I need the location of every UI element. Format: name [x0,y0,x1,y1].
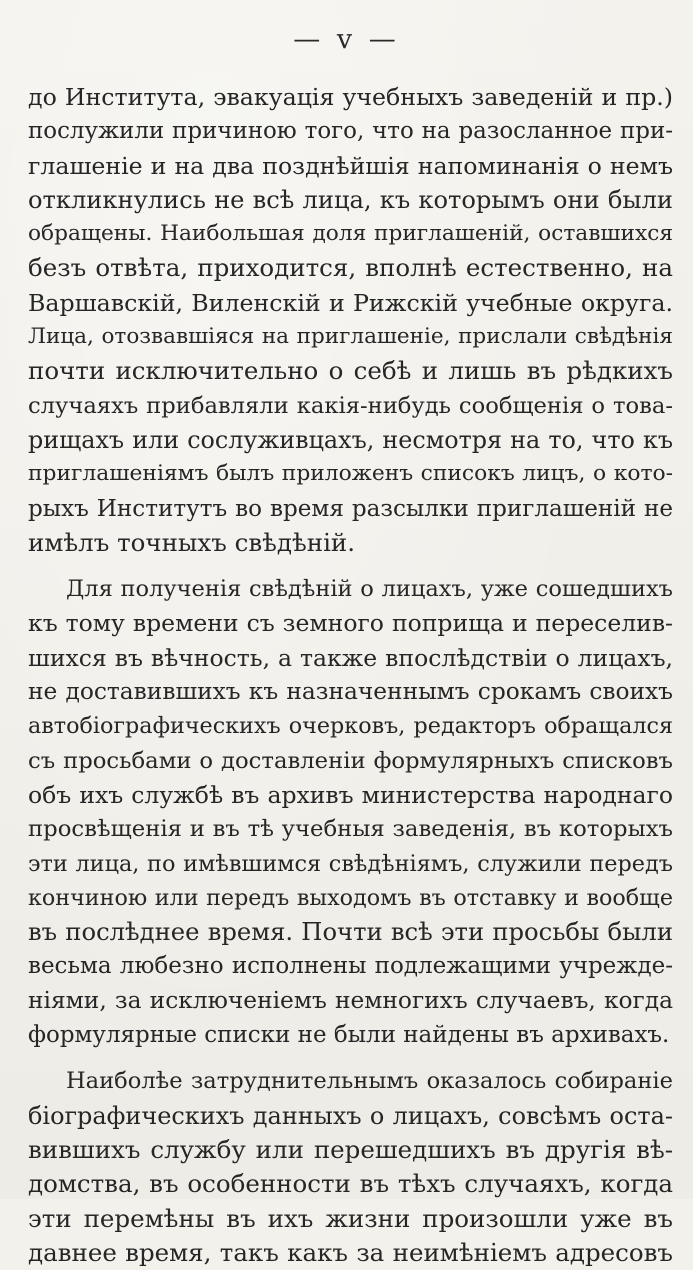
text-line: формулярные списки не были найдены въ архивахъ. [28,1022,670,1049]
text-line: не доставившихъ къ назначеннымъ срокамъ своихъ [28,678,673,706]
text-line: Наиболѣе затруднительнымъ оказалось собираніе [66,1068,673,1095]
text-line: безъ отвѣта, приходится, вполнѣ естественно, на [28,253,673,283]
text-line: съ просьбами о доставленіи формулярныхъ списковъ [28,747,673,774]
paragraph [28,1064,673,1270]
text-line: рыхъ Институтъ во время разсылки приглашеній не [28,495,673,522]
text-line: къ тому времени съ земного поприща и переселив- [28,609,673,638]
text-line: почти исключительно о себѣ и лишь въ рѣдкихъ [28,356,673,386]
text-line: домства, въ особенности въ тѣхъ случаяхъ, когда [28,1169,673,1199]
text-line: весьма любезно исполнены подлежащими учрежде- [28,953,673,980]
text-line: до Института, эвакуація учебныхъ заведеній и пр.) [28,83,673,111]
body-text [28,80,673,1270]
text-line: эти перемѣны въ ихъ жизни произошли уже въ [28,1203,673,1233]
text-line: шихся въ вѣчность, а также впослѣдствіи о лицахъ, [28,643,673,672]
text-line: вившихъ службу или перешедшихъ въ другія вѣ- [28,1134,673,1164]
text-line: въ послѣднее время. Почти всѣ эти просьбы были [28,917,673,947]
text-line: приглашеніямъ былъ приложенъ списокъ лицъ, о кото- [28,461,673,487]
page-number: — v — [293,24,400,55]
text-line: глашеніе и на два позднѣйшія напоминанія о немъ [28,151,673,180]
paragraph [28,572,673,1052]
text-line: Лица, отозвавшіяся на приглашеніе, прислали свѣдѣнія [28,324,673,350]
text-line: автобіографическихъ очерковъ, редакторъ обращался [28,713,673,740]
text-line: Для полученія свѣдѣній о лицахъ, уже сошедшихъ [66,576,673,603]
text-line: давнее время, такъ какъ за неимѣніемъ адресовъ [28,1237,673,1267]
text-line: имѣлъ точныхъ свѣдѣній. [28,527,356,557]
text-line: біографическихъ данныхъ о лицахъ, совсѣмъ оста- [28,1101,673,1130]
text-line: откликнулись не всѣ лица, къ которымъ они были [28,185,673,214]
paragraph-gap [28,1052,673,1064]
text-line: кончиною или передъ выходомъ въ отставку и вообще [28,884,673,911]
text-line: просвѣщенія и въ тѣ учебныя заведенія, въ которыхъ [28,816,673,843]
text-line: ніями, за исключеніемъ немногихъ случаевъ, когда [28,986,673,1014]
text-line: объ ихъ службѣ въ архивъ министерства народнаго [28,780,673,809]
paragraph-gap [28,560,673,572]
paragraph [28,80,673,560]
text-line: случаяхъ прибавляли какія-нибудь сообщенія о това- [28,392,673,419]
text-line: эти лица, по имѣвшимся свѣдѣніямъ, служили передъ [28,850,673,877]
text-line: обращены. Наибольшая доля приглашеній, оставшихся [28,221,673,247]
text-line: рищахъ или сослуживцахъ, несмотря на то, что къ [28,425,673,454]
text-line: Варшавскій, Виленскій и Рижскій учебные округа. [28,288,673,317]
text-line: послужили причиною того, что на разосланное при- [28,118,673,145]
